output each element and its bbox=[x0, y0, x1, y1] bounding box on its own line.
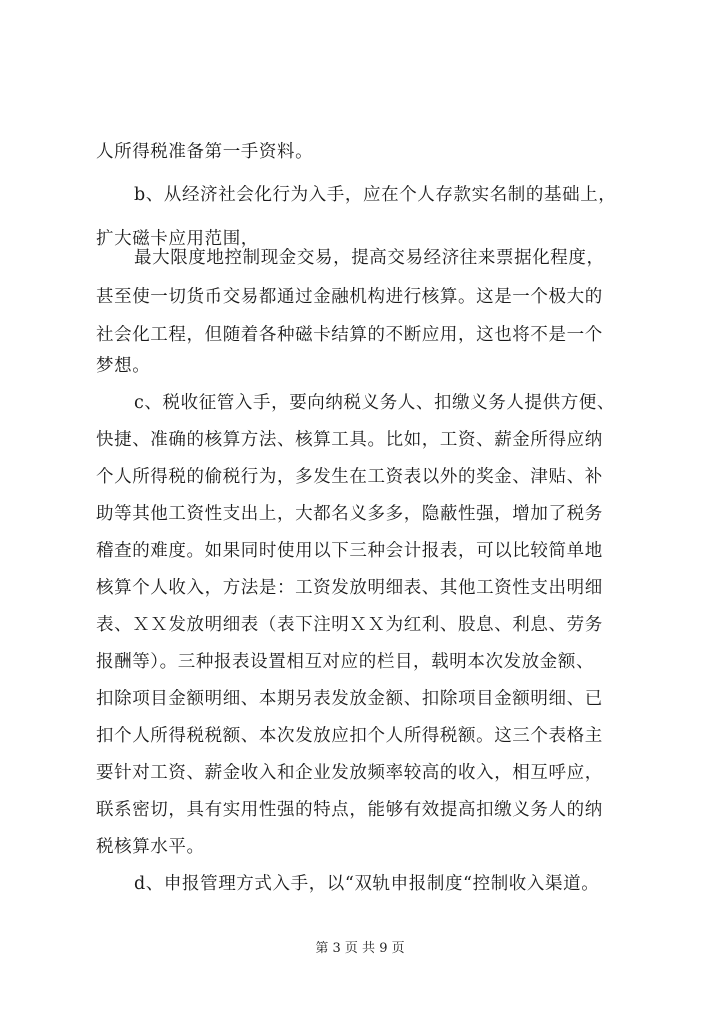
text-line: d、申报管理方式入手，以“双轨申报制度“控制收入渠道。 bbox=[134, 874, 600, 894]
text-line: 助等其他工资性支出上，大都名义多多，隐蔽性强，增加了税务 bbox=[96, 504, 603, 524]
text-line: 税核算水平。 bbox=[96, 837, 205, 857]
text-line: 联系密切，具有实用性强的特点，能够有效提高扣缴义务人的纳 bbox=[96, 800, 603, 820]
text-line: 社会化工程，但随着各种磁卡结算的不断应用，这也将不是一个 bbox=[96, 325, 603, 345]
text-line: 稽查的难度。如果同时使用以下三种会计报表，可以比较简单地 bbox=[96, 541, 603, 561]
text-line: c、税收征管入手，要向纳税义务人、扣缴义务人提供方便、 bbox=[134, 393, 615, 413]
text-line: b、从经济社会化行为入手，应在个人存款实名制的基础上， bbox=[134, 185, 617, 205]
text-line: 最大限度地控制现金交易，提高交易经济往来票据化程度， bbox=[134, 248, 605, 268]
text-line: 表、ＸＸ发放明细表（表下注明ＸＸ为红利、股息、利息、劳务 bbox=[96, 615, 603, 635]
text-line: 甚至使一切货币交易都通过金融机构进行核算。这是一个极大的 bbox=[96, 287, 603, 307]
text-line: 个人所得税的偷税行为，多发生在工资表以外的奖金、津贴、补 bbox=[96, 467, 603, 487]
text-line: 报酬等）。三种报表设置相互对应的栏目，载明本次发放金额、 bbox=[96, 652, 595, 672]
text-line: 扣除项目金额明细、本期另表发放金额、扣除项目金额明细、已 bbox=[96, 689, 603, 709]
text-line: 要针对工资、薪金收入和企业发放频率较高的收入，相互呼应， bbox=[96, 763, 603, 783]
text-line: 梦想。 bbox=[96, 356, 151, 376]
text-line: 核算个人收入，方法是：工资发放明细表、其他工资性支出明细 bbox=[96, 578, 603, 598]
page-number-footer: 第 3 页 共 9 页 bbox=[315, 941, 405, 956]
text-line: 人所得税准备第一手资料。 bbox=[96, 142, 314, 162]
text-line: 扩大磁卡应用范围， bbox=[96, 229, 259, 249]
text-line: 扣个人所得税税额、本次发放应扣个人所得税额。这三个表格主 bbox=[96, 726, 603, 746]
text-line: 快捷、准确的核算方法、核算工具。比如，工资、薪金所得应纳 bbox=[96, 430, 603, 450]
